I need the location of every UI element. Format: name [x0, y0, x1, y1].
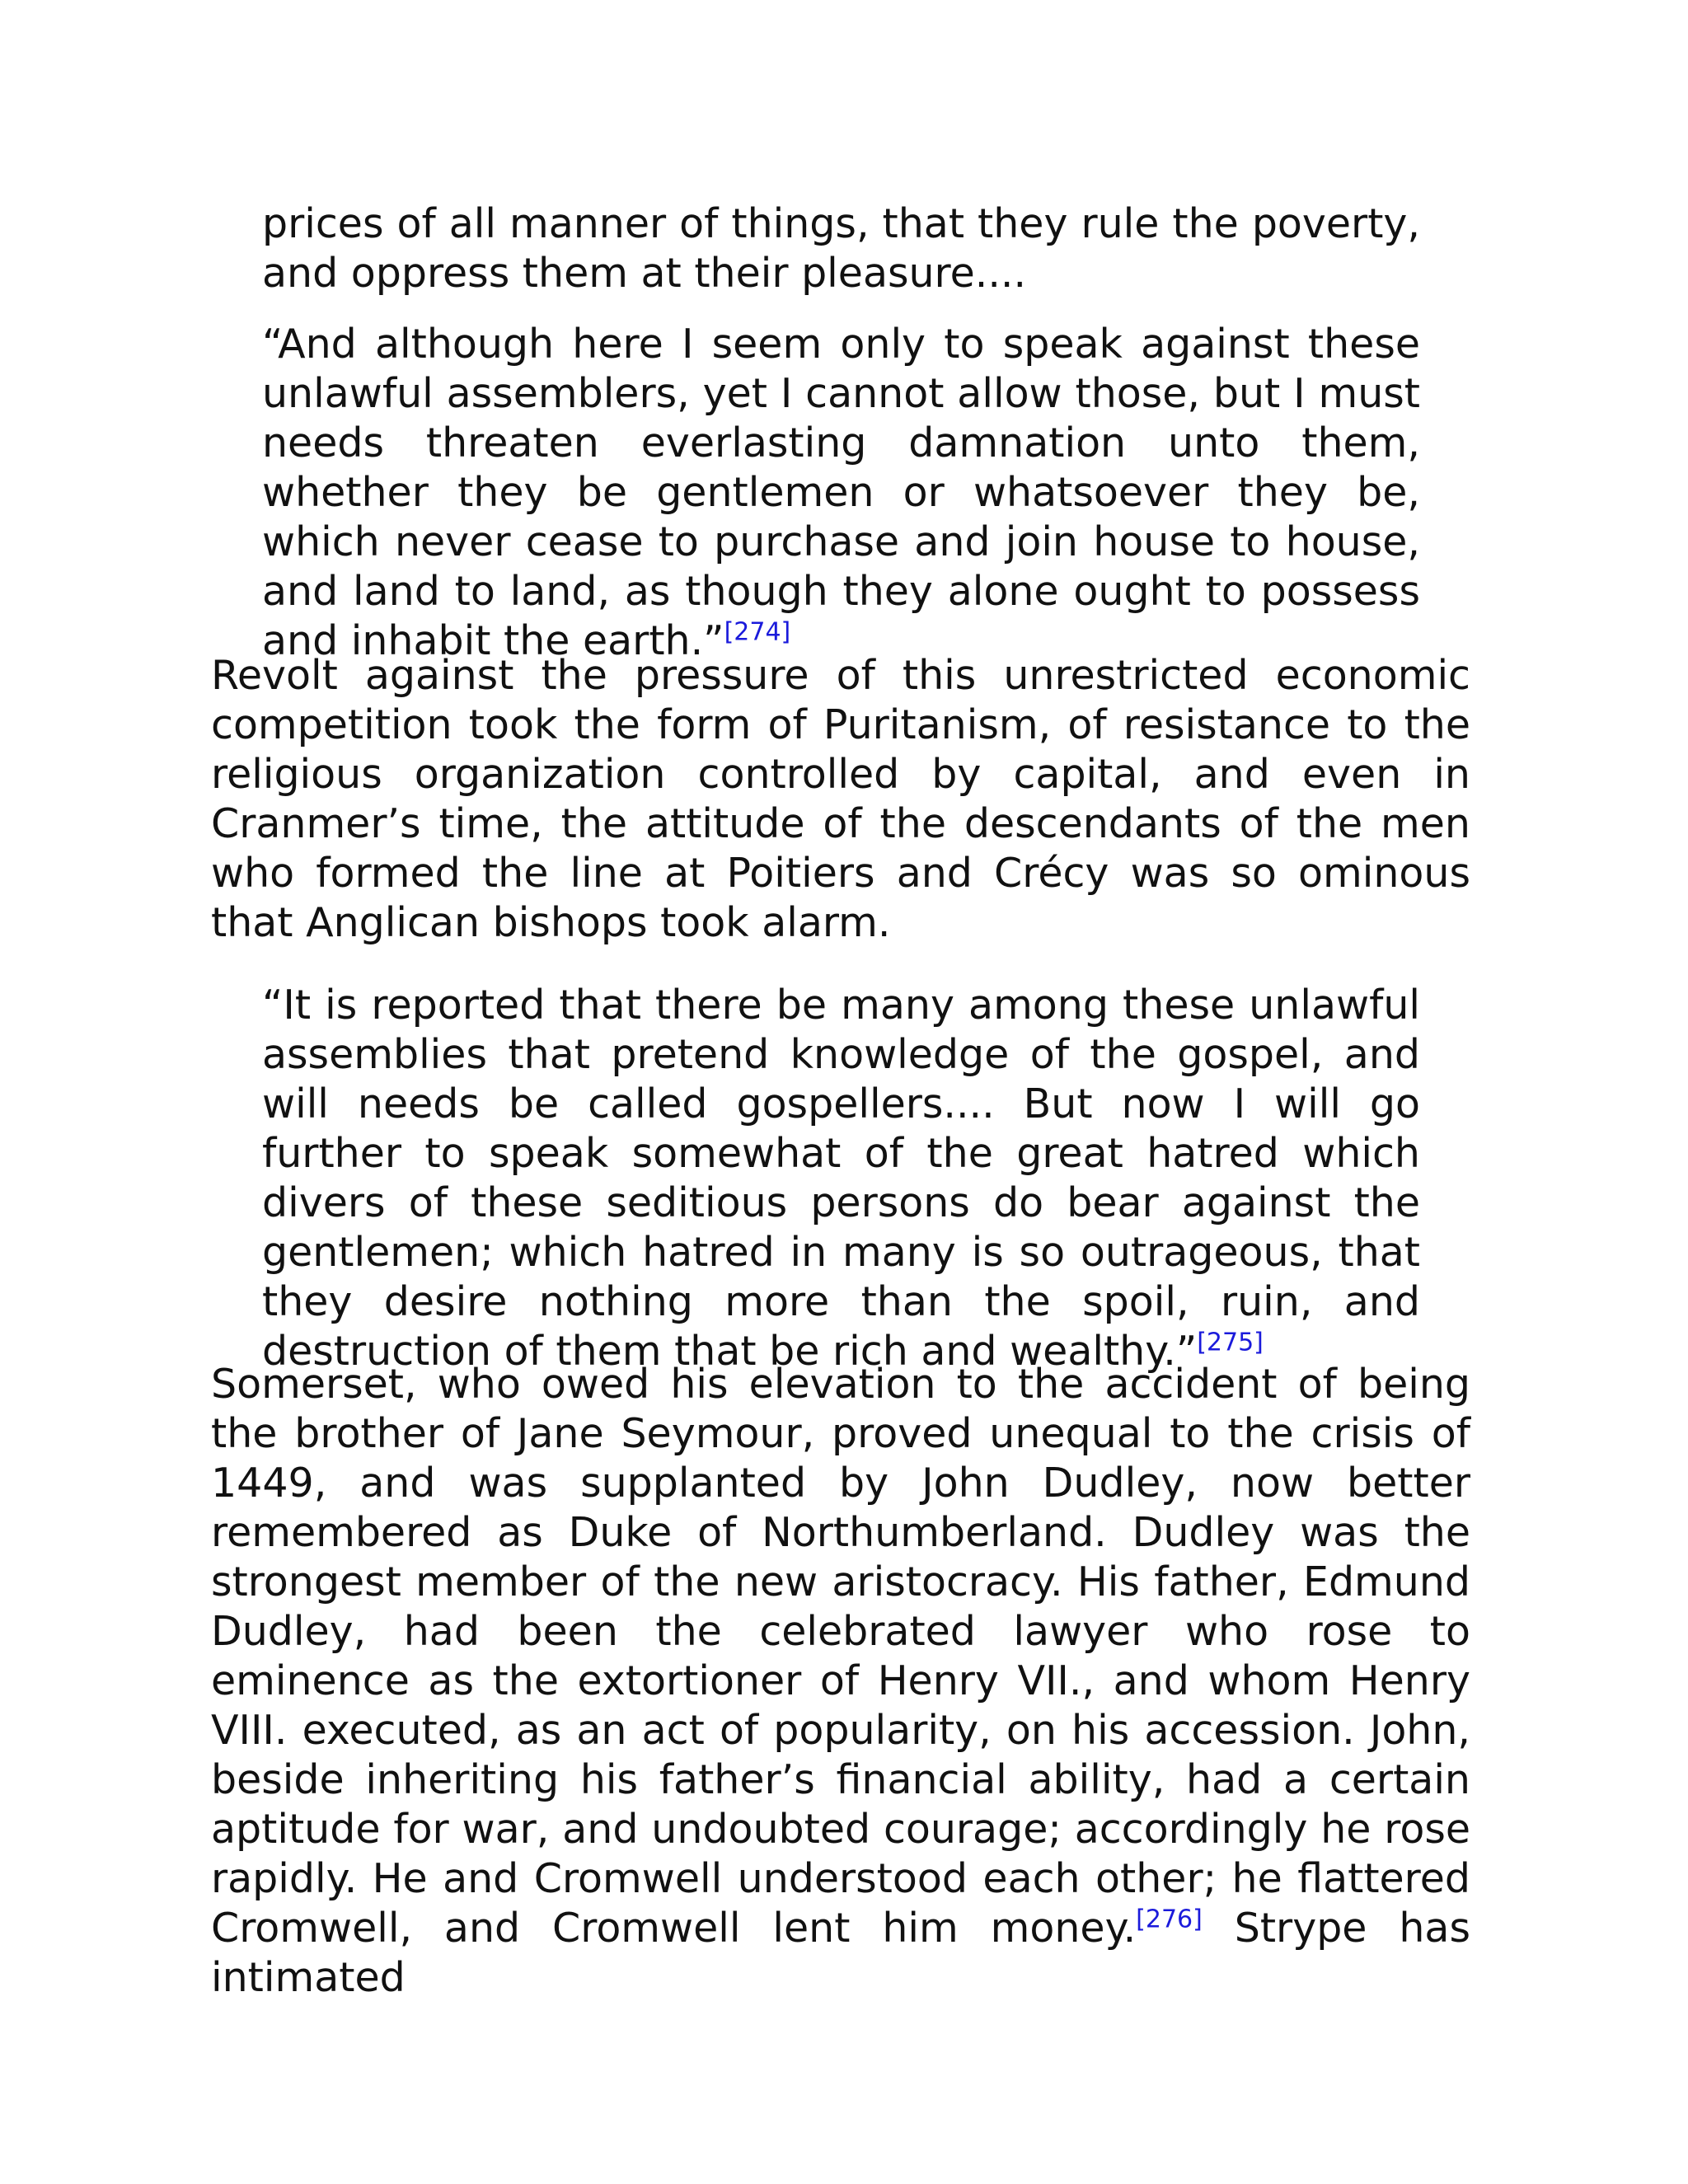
quote-text: “It is reported that there be many among these unlawful assemblies that pretend knowledge of the gospel, and will needs be called gospellers.... But now I will go further to speak somewhat of the great hatred which divers of these seditious persons do bear against the gentlemen; which hatred in many is so outrageous, that they desire nothing more than the spoil, ruin, and destruction of them that be rich and wealthy.”: [262, 982, 1420, 1375]
footnote-link-276[interactable]: [276]: [1136, 1905, 1203, 1934]
paragraph-somerset-dudley: [211, 1360, 1470, 2003]
block-quote-gospellers: [262, 981, 1420, 1376]
paragraph-text: Revolt against the pressure of this unrestricted economic competition took the form of Puritanism, of resistance to the religious organization controlled by capital, and even in Cranmer’s time, the attitude of the descendants of the men who formed the line at Poitiers and Crécy was so ominous that Anglican bishops took alarm.: [211, 652, 1470, 946]
paragraph-text: Somerset, who owed his elevation to the accident of being the brother of Jane Seymour, proved unequal to the crisis of 1449, and was supplanted by John Dudley, now better remembered as Duke of Northumberland. Dudley was the strongest member of the new aristocracy. His father, Edmund Dudley, had been the celebrated lawyer who rose to eminence as the extortioner of Henry VII., and whom Henry VIII. executed, as an act of popularity, on his accession. John, beside inheriting his father’s financial ability, had a certain aptitude for war, and undoubted courage; accordingly he rose rapidly. He and Cromwell understood each other; he flattered Cromwell, and Cromwell lent him money.: [211, 1361, 1470, 1952]
paragraph-puritanism: [211, 651, 1470, 948]
paragraph-text-continued: Strype has intimated: [211, 1905, 1470, 2001]
block-quote-continuation: [262, 199, 1420, 298]
footnote-link-275[interactable]: [275]: [1197, 1328, 1264, 1357]
footnote-link-274[interactable]: [274]: [724, 617, 791, 647]
quote-text: prices of all manner of things, that they rule the poverty, and oppress them at their pleasure....: [262, 200, 1420, 297]
block-quote-latimer: [262, 320, 1420, 666]
quote-text: “And although here I seem only to speak against these unlawful assemblers, yet I cannot allow those, but I must needs threaten everlasting damnation unto them, whether they be gentlemen or whatsoever they be, which never cease to purchase and join house to house, and land to land, as though they alone ought to possess and inhabit the earth.”: [262, 321, 1420, 664]
